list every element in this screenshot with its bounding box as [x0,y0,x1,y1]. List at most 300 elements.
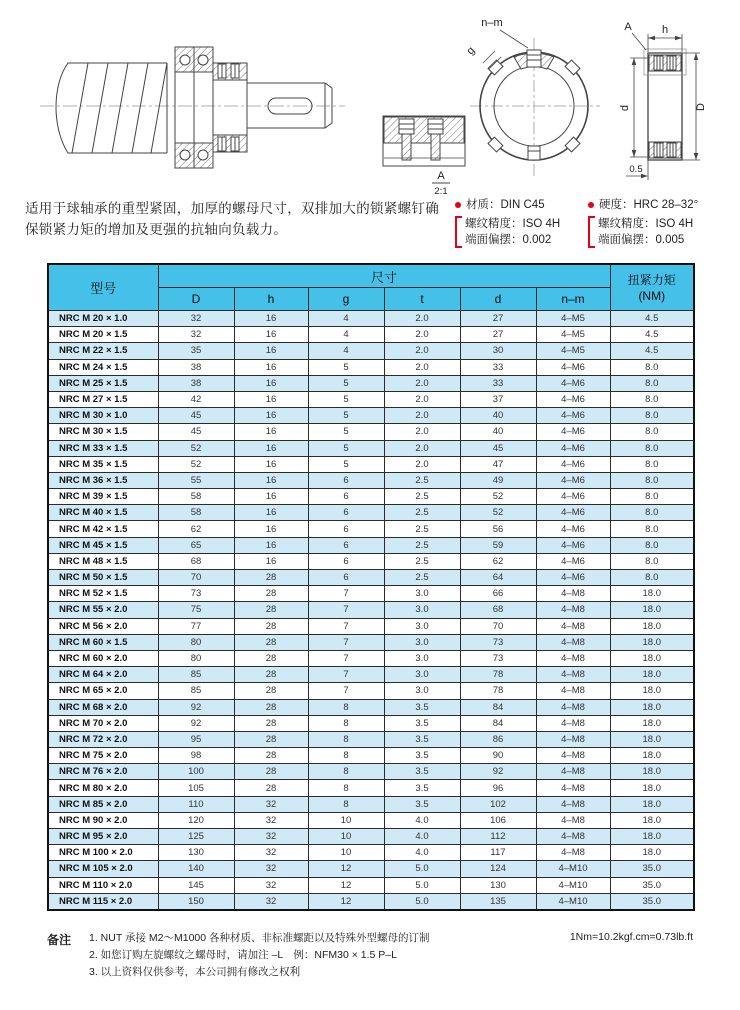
value-cell-nm: 4–M6 [536,456,610,472]
value-cell-D: 75 [158,602,234,618]
value-cell-h: 16 [234,521,308,537]
value-cell-D: 52 [158,440,234,456]
red-bullet-icon [455,202,461,208]
d-dim-label: d [619,104,631,112]
value-cell-d: 59 [460,537,536,553]
value-cell-D: 62 [158,521,234,537]
value-cell-h: 28 [234,699,308,715]
value-cell-D: 130 [158,845,234,861]
value-cell-h: 16 [234,553,308,569]
value-cell-g: 6 [308,553,384,569]
table-row [48,375,694,391]
value-cell-d: 117 [460,845,536,861]
value-cell-torque: 8.0 [610,408,694,424]
value-cell-nm: 4–M5 [536,327,610,343]
value-cell-h: 32 [234,861,308,877]
value-cell-g: 6 [308,537,384,553]
value-cell-d: 73 [460,650,536,666]
value-cell-D: 42 [158,391,234,407]
value-cell-D: 145 [158,877,234,893]
value-cell-g: 5 [308,424,384,440]
value-cell-t: 2.0 [384,456,460,472]
model-cell: NRC M 20 × 1.0 [48,311,158,327]
value-cell-nm: 4–M8 [536,812,610,828]
value-cell-d: 86 [460,731,536,747]
table-row [48,521,694,537]
thread-precision-text: 螺纹精度：ISO 4H [598,218,694,230]
a-callout-label: A [624,21,632,33]
table-row [48,748,694,764]
value-cell-D: 80 [158,650,234,666]
material-line [455,197,588,213]
value-cell-torque: 8.0 [610,505,694,521]
table-row [48,586,694,602]
assembly-drawing [40,47,345,168]
value-cell-g: 8 [308,715,384,731]
value-cell-t: 5.0 [384,893,460,910]
table-row [48,489,694,505]
value-cell-t: 4.0 [384,812,460,828]
table-row [48,877,694,893]
value-cell-D: 32 [158,327,234,343]
technical-drawings [0,0,740,200]
table-row [48,570,694,586]
value-cell-d: 73 [460,634,536,650]
value-cell-d: 70 [460,618,536,634]
value-cell-nm: 4–M8 [536,780,610,796]
value-cell-nm: 4–M8 [536,683,610,699]
value-cell-d: 56 [460,521,536,537]
header-col-g: g [308,288,384,311]
value-cell-t: 3.5 [384,796,460,812]
value-cell-d: 124 [460,861,536,877]
value-cell-t: 2.0 [384,375,460,391]
value-cell-g: 5 [308,375,384,391]
value-cell-D: 38 [158,375,234,391]
value-cell-d: 62 [460,553,536,569]
value-cell-g: 7 [308,586,384,602]
value-cell-torque: 18.0 [610,845,694,861]
table-row [48,327,694,343]
model-cell: NRC M 70 × 2.0 [48,715,158,731]
table-row [48,505,694,521]
value-cell-nm: 4–M8 [536,829,610,845]
value-cell-t: 4.0 [384,829,460,845]
table-row [48,764,694,780]
value-cell-d: 64 [460,570,536,586]
table-row [48,699,694,715]
value-cell-nm: 4–M5 [536,311,610,327]
value-cell-g: 8 [308,780,384,796]
value-cell-torque: 18.0 [610,764,694,780]
value-cell-g: 8 [308,731,384,747]
value-cell-g: 12 [308,877,384,893]
table-row [48,634,694,650]
value-cell-D: 125 [158,829,234,845]
value-cell-h: 16 [234,456,308,472]
model-cell: NRC M 75 × 2.0 [48,748,158,764]
value-cell-torque: 18.0 [610,650,694,666]
value-cell-h: 16 [234,537,308,553]
value-cell-d: 130 [460,877,536,893]
drawings-svg [0,0,740,200]
value-cell-D: 85 [158,683,234,699]
notch [565,137,580,152]
value-cell-h: 28 [234,780,308,796]
value-cell-d: 78 [460,667,536,683]
value-cell-d: 45 [460,440,536,456]
value-cell-nm: 4–M5 [536,343,610,359]
table-row [48,537,694,553]
value-cell-g: 6 [308,472,384,488]
nm-label: n–m [481,17,503,29]
spec-bullets [455,197,720,248]
table-row [48,780,694,796]
table-row [48,553,694,569]
value-cell-torque: 8.0 [610,472,694,488]
model-cell: NRC M 76 × 2.0 [48,764,158,780]
value-cell-torque: 18.0 [610,812,694,828]
value-cell-nm: 4–M6 [536,375,610,391]
value-cell-nm: 4–M8 [536,650,610,666]
value-cell-t: 3.5 [384,731,460,747]
value-cell-h: 28 [234,570,308,586]
value-cell-d: 92 [460,764,536,780]
table-row [48,391,694,407]
value-cell-d: 52 [460,489,536,505]
value-cell-torque: 35.0 [610,877,694,893]
table-row [48,683,694,699]
value-cell-nm: 4–M6 [536,408,610,424]
value-cell-h: 16 [234,489,308,505]
intro-paragraph: 适用于球轴承的重型紧固，加厚的螺母尺寸，双排加大的锁紧螺钉确保锁紧力矩的增加及更强的抗轴向负载力。 [25,201,439,237]
value-cell-nm: 4–M8 [536,586,610,602]
model-cell: NRC M 105 × 2.0 [48,861,158,877]
hardness-text: 硬度：HRC 28–32° [599,199,699,211]
value-cell-d: 40 [460,408,536,424]
model-cell: NRC M 42 × 1.5 [48,521,158,537]
value-cell-h: 28 [234,634,308,650]
value-cell-torque: 18.0 [610,618,694,634]
value-cell-D: 68 [158,553,234,569]
value-cell-h: 32 [234,829,308,845]
model-cell: NRC M 85 × 2.0 [48,796,158,812]
model-cell: NRC M 68 × 2.0 [48,699,158,715]
h-dim-label: h [661,24,669,36]
value-cell-h: 16 [234,375,308,391]
value-cell-t: 2.0 [384,311,460,327]
table-row [48,812,694,828]
output-shaft [247,83,332,128]
value-cell-torque: 18.0 [610,586,694,602]
value-cell-t: 3.5 [384,699,460,715]
value-cell-g: 12 [308,861,384,877]
face-runout-text: 端面偏摆：0.005 [598,234,685,246]
value-cell-nm: 4–M8 [536,699,610,715]
value-cell-torque: 35.0 [610,861,694,877]
value-cell-d: 96 [460,780,536,796]
value-cell-t: 3.0 [384,683,460,699]
red-bracket-icon [588,216,595,248]
value-cell-g: 6 [308,489,384,505]
value-cell-t: 3.0 [384,618,460,634]
threaded-shaft [56,63,167,153]
value-cell-torque: 18.0 [610,667,694,683]
value-cell-D: 98 [158,748,234,764]
notch [488,137,503,152]
D-dim-label: D [695,103,707,111]
value-cell-d: 102 [460,796,536,812]
header-model: 型号 [48,264,158,311]
value-cell-nm: 4–M8 [536,748,610,764]
value-cell-h: 16 [234,327,308,343]
material-text: 材质：DIN C45 [466,199,545,211]
value-cell-g: 8 [308,796,384,812]
value-cell-torque: 8.0 [610,424,694,440]
table-row [48,424,694,440]
table-row [48,602,694,618]
value-cell-h: 16 [234,505,308,521]
table-row [48,408,694,424]
value-cell-D: 38 [158,359,234,375]
note-item-3: 3. 以上资料仅供参考，本公司拥有修改之权利 [89,966,301,978]
value-cell-nm: 4–M8 [536,845,610,861]
value-cell-g: 7 [308,650,384,666]
value-cell-nm: 4–M6 [536,489,610,505]
value-cell-h: 16 [234,311,308,327]
value-cell-h: 28 [234,667,308,683]
thread-precision-group-right [588,216,698,248]
model-cell: NRC M 35 × 1.5 [48,456,158,472]
spec-col-right [588,197,698,248]
detail-view [383,116,465,197]
table-row [48,796,694,812]
value-cell-g: 8 [308,764,384,780]
value-cell-t: 3.0 [384,667,460,683]
value-cell-g: 7 [308,683,384,699]
value-cell-h: 28 [234,731,308,747]
value-cell-t: 2.0 [384,327,460,343]
torque-label: 扭紧力矩 [627,272,676,287]
model-cell: NRC M 45 × 1.5 [48,537,158,553]
model-cell: NRC M 60 × 2.0 [48,650,158,666]
value-cell-d: 106 [460,812,536,828]
model-cell: NRC M 27 × 1.5 [48,391,158,407]
value-cell-t: 2.0 [384,424,460,440]
value-cell-torque: 8.0 [610,391,694,407]
value-cell-h: 28 [234,618,308,634]
value-cell-nm: 4–M6 [536,570,610,586]
header-torque [610,264,694,311]
value-cell-h: 16 [234,424,308,440]
value-cell-nm: 4–M8 [536,667,610,683]
front-view [464,17,600,176]
value-cell-t: 2.5 [384,472,460,488]
value-cell-D: 58 [158,489,234,505]
value-cell-torque: 8.0 [610,440,694,456]
value-cell-g: 7 [308,667,384,683]
value-cell-nm: 4–M10 [536,861,610,877]
value-cell-nm: 4–M6 [536,553,610,569]
model-cell: NRC M 110 × 2.0 [48,877,158,893]
value-cell-h: 16 [234,391,308,407]
value-cell-nm: 4–M8 [536,764,610,780]
value-cell-g: 7 [308,618,384,634]
value-cell-h: 28 [234,650,308,666]
value-cell-d: 112 [460,829,536,845]
value-cell-nm: 4–M8 [536,715,610,731]
value-cell-torque: 8.0 [610,553,694,569]
value-cell-t: 2.5 [384,553,460,569]
table-row [48,343,694,359]
spec-table [47,263,695,911]
value-cell-D: 140 [158,861,234,877]
model-cell: NRC M 24 × 1.5 [48,359,158,375]
value-cell-D: 120 [158,812,234,828]
table-row [48,731,694,747]
header-col-nm: n–m [536,288,610,311]
value-cell-g: 7 [308,634,384,650]
value-cell-h: 16 [234,440,308,456]
value-cell-g: 10 [308,829,384,845]
table-row [48,667,694,683]
value-cell-d: 66 [460,586,536,602]
notes-list [89,930,570,981]
value-cell-nm: 4–M8 [536,796,610,812]
value-cell-h: 28 [234,602,308,618]
model-cell: NRC M 100 × 2.0 [48,845,158,861]
torque-unit: (NM) [638,288,666,303]
model-cell: NRC M 65 × 2.0 [48,683,158,699]
notch [565,60,580,75]
value-cell-nm: 4–M10 [536,877,610,893]
header-col-d: d [460,288,536,311]
value-cell-d: 135 [460,893,536,910]
model-cell: NRC M 39 × 1.5 [48,489,158,505]
table-row [48,650,694,666]
value-cell-torque: 4.5 [610,311,694,327]
header-col-h: h [234,288,308,311]
table-row [48,456,694,472]
value-cell-h: 28 [234,748,308,764]
table-row [48,893,694,910]
table-row [48,440,694,456]
value-cell-torque: 4.5 [610,327,694,343]
value-cell-t: 2.0 [384,391,460,407]
value-cell-D: 77 [158,618,234,634]
value-cell-t: 2.5 [384,570,460,586]
value-cell-g: 6 [308,505,384,521]
model-cell: NRC M 60 × 1.5 [48,634,158,650]
notes-label: 备注 [47,933,72,947]
table-row [48,861,694,877]
value-cell-g: 5 [308,440,384,456]
value-cell-torque: 18.0 [610,748,694,764]
table-row [48,311,694,327]
value-cell-d: 90 [460,748,536,764]
value-cell-torque: 18.0 [610,731,694,747]
value-cell-t: 3.0 [384,586,460,602]
value-cell-g: 5 [308,391,384,407]
table-row [48,359,694,375]
model-cell: NRC M 36 × 1.5 [48,472,158,488]
model-cell: NRC M 30 × 1.0 [48,408,158,424]
header-col-D: D [158,288,234,311]
value-cell-t: 3.0 [384,634,460,650]
note-item-2: 2. 如您订购左旋螺纹之螺母时，请加注 –L 例：NFM30 × 1.5 P–L [89,949,397,961]
bottom-screw [528,146,540,160]
value-cell-D: 95 [158,731,234,747]
value-cell-torque: 8.0 [610,570,694,586]
value-cell-d: 84 [460,699,536,715]
value-cell-torque: 18.0 [610,683,694,699]
value-cell-D: 80 [158,634,234,650]
value-cell-torque: 18.0 [610,829,694,845]
model-cell: NRC M 64 × 2.0 [48,667,158,683]
model-cell: NRC M 25 × 1.5 [48,375,158,391]
value-cell-h: 28 [234,715,308,731]
side-view [619,21,707,180]
value-cell-nm: 4–M8 [536,618,610,634]
value-cell-d: 49 [460,472,536,488]
value-cell-D: 45 [158,424,234,440]
value-cell-torque: 18.0 [610,634,694,650]
table-header [48,264,694,311]
value-cell-nm: 4–M6 [536,359,610,375]
value-cell-torque: 4.5 [610,343,694,359]
value-cell-h: 32 [234,877,308,893]
table-row [48,715,694,731]
value-cell-t: 2.5 [384,537,460,553]
value-cell-torque: 18.0 [610,699,694,715]
value-cell-D: 73 [158,586,234,602]
lock-nut-section [213,63,247,152]
value-cell-D: 105 [158,780,234,796]
value-cell-nm: 4–M8 [536,602,610,618]
value-cell-t: 2.0 [384,359,460,375]
value-cell-h: 16 [234,343,308,359]
value-cell-d: 84 [460,715,536,731]
model-cell: NRC M 48 × 1.5 [48,553,158,569]
value-cell-g: 10 [308,812,384,828]
footer-notes [47,930,693,981]
value-cell-h: 28 [234,764,308,780]
offset-dim-label: 0.5 [629,164,643,175]
value-cell-d: 47 [460,456,536,472]
model-cell: NRC M 52 × 1.5 [48,586,158,602]
value-cell-D: 85 [158,667,234,683]
table-row [48,829,694,845]
value-cell-nm: 4–M6 [536,505,610,521]
value-cell-t: 2.0 [384,440,460,456]
value-cell-t: 3.5 [384,780,460,796]
value-cell-D: 92 [158,699,234,715]
value-cell-D: 65 [158,537,234,553]
model-cell: NRC M 56 × 2.0 [48,618,158,634]
value-cell-torque: 8.0 [610,375,694,391]
value-cell-g: 5 [308,359,384,375]
value-cell-D: 70 [158,570,234,586]
value-cell-g: 5 [308,408,384,424]
value-cell-g: 4 [308,343,384,359]
value-cell-torque: 18.0 [610,780,694,796]
red-bracket-icon [455,216,462,248]
bearing-housing [175,47,213,168]
value-cell-nm: 4–M10 [536,893,610,910]
value-cell-h: 16 [234,408,308,424]
value-cell-t: 3.5 [384,748,460,764]
value-cell-torque: 8.0 [610,537,694,553]
